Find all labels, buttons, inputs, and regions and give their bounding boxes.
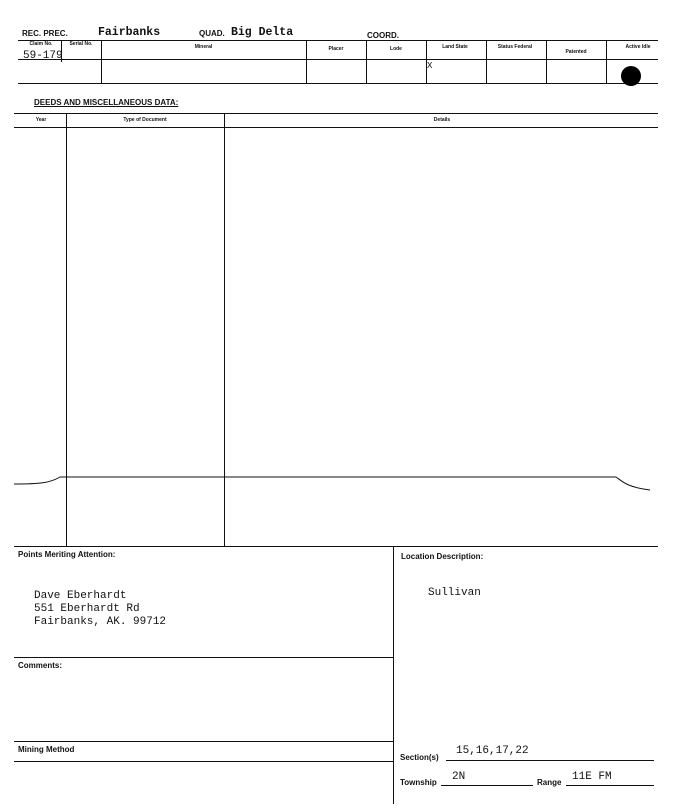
land-state-mark: X (427, 61, 433, 71)
township-label: Township (400, 778, 437, 787)
location-label: Location Description: (401, 552, 484, 561)
claim-table-header-rule (18, 59, 658, 60)
points-line: 551 Eberhardt Rd (34, 603, 140, 615)
col-claim-no: Claim No. (29, 41, 53, 47)
claim-no-value: 59-179 (23, 50, 63, 62)
township-underline (441, 785, 533, 786)
col-type-of-document: Type of Document (123, 117, 167, 123)
claim-col-divider (546, 40, 547, 83)
col-mineral: Mineral (194, 44, 213, 50)
range-underline (566, 785, 654, 786)
deeds-top-rule (14, 113, 658, 114)
rec-prec-value: Fairbanks (98, 26, 161, 39)
col-serial-no: Serial No. (69, 41, 93, 47)
coord-label: COORD. (367, 31, 399, 40)
col-patented: Patented (565, 49, 587, 55)
claim-col-divider (606, 40, 607, 83)
range-value: 11E FM (572, 771, 612, 783)
sections-label: Section(s) (400, 753, 439, 762)
location-value: Sullivan (428, 587, 481, 599)
comments-rule (14, 657, 393, 658)
quad-label: QUAD. (199, 29, 225, 38)
deeds-header-rule (14, 127, 658, 128)
bottom-form-top-rule (14, 546, 658, 547)
claim-table-bottom-rule (18, 83, 658, 84)
deeds-section-title: DEEDS AND MISCELLANEOUS DATA: (34, 98, 179, 107)
range-label: Range (537, 778, 562, 787)
rec-prec-label: REC. PREC. (22, 29, 68, 38)
col-active-idle: Active Idle (625, 44, 651, 50)
mining-method-bottom-rule (14, 761, 393, 762)
comments-label: Comments: (18, 661, 63, 670)
sections-value: 15,16,17,22 (456, 745, 529, 757)
township-value: 2N (452, 771, 466, 783)
sections-underline (446, 760, 654, 761)
quad-value: Big Delta (231, 26, 294, 39)
col-details: Details (433, 117, 451, 123)
points-line: Fairbanks, AK. 99712 (34, 616, 167, 628)
col-land-state: Land State (442, 44, 468, 50)
col-lode: Lode (390, 46, 402, 52)
claim-table-top-rule (18, 40, 658, 41)
mining-method-label: Mining Method (18, 745, 75, 754)
points-label: Points Meriting Attention: (18, 550, 116, 559)
col-year: Year (35, 117, 47, 123)
claim-col-divider (486, 40, 487, 83)
mining-method-rule (14, 741, 393, 742)
points-line: Dave Eberhardt (34, 590, 127, 602)
col-status-federal: Status Federal (497, 44, 533, 50)
active-idle-dot (621, 66, 641, 86)
bottom-form-divider (393, 546, 394, 804)
col-placer: Placer (328, 46, 344, 52)
page-fold-line (0, 465, 678, 505)
